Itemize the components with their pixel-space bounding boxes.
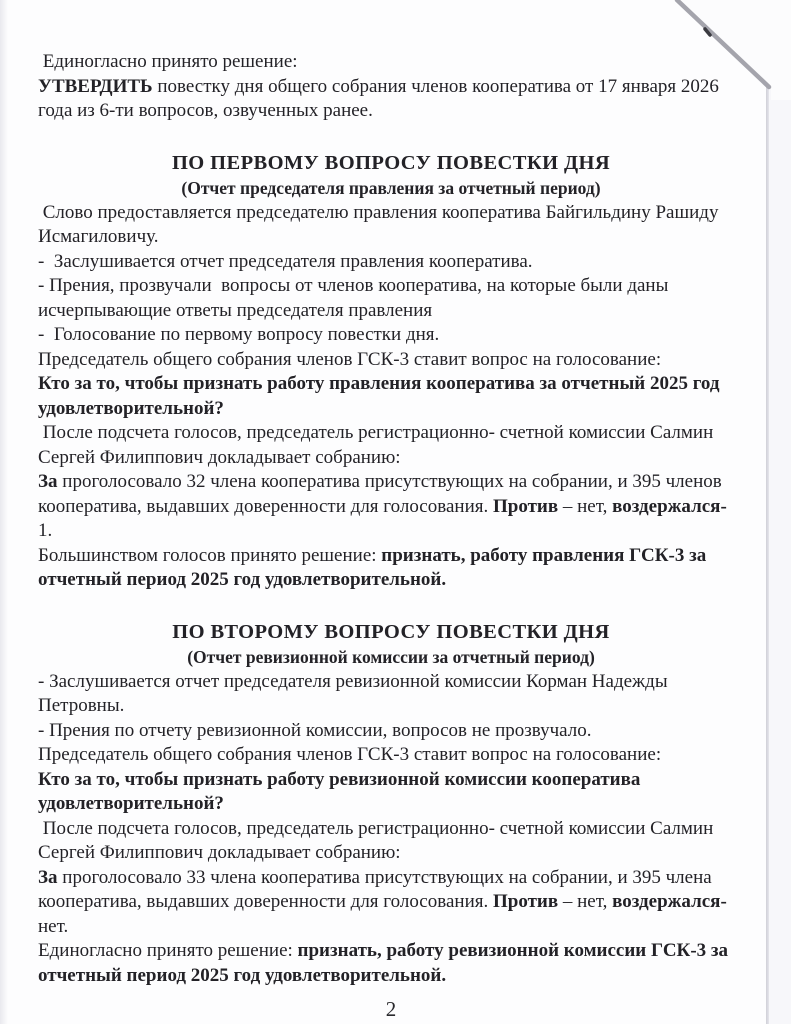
- bold-text-run: Кто за то, чтобы признать работу правления кооператива за отчетный 2025 год удовлетворительной?: [38, 373, 720, 419]
- paragraph: [38, 274, 744, 323]
- text-run: Председатель общего собрания членов ГСК-3 ставит вопрос на голосование:: [38, 348, 662, 370]
- text-run: – нет,: [558, 891, 613, 912]
- paragraph: [38, 323, 744, 348]
- bold-text-run: ПО ПЕРВОМУ ВОПРОСУ ПОВЕСТКИ ДНЯ: [171, 151, 611, 174]
- bold-text-run: признать, работу правления ГСК-3 за отчетный период 2025 год удовлетворительной.: [38, 544, 707, 590]
- paragraph: [38, 421, 744, 470]
- scan-edge-left: [0, 0, 8, 1024]
- paragraph: [38, 50, 744, 75]
- paragraph: [38, 544, 744, 593]
- paragraph: [38, 768, 744, 817]
- paragraph: [38, 719, 744, 744]
- bold-text-run: За: [38, 866, 58, 888]
- text-run: После подсчета голосов, председатель регистрационно- счетной комиссии Салмин Сергей Филиппович докладывает собранию:: [38, 817, 714, 863]
- bold-text-run: ПО ВТОРОМУ ВОПРОСУ ПОВЕСТКИ ДНЯ: [172, 620, 610, 643]
- bold-text-run: признать, работу ревизионной комиссии ГСК-3 за отчетный период 2025 год удовлетворительной.: [38, 940, 729, 986]
- paragraph: [38, 866, 744, 940]
- text-run: После подсчета голосов, председатель регистрационно- счетной комиссии Салмин Сергей Филиппович докладывает собранию:: [38, 422, 714, 468]
- text-run: – нет,: [558, 495, 613, 517]
- paragraph: [38, 75, 744, 124]
- text-run: - Прения, прозвучали вопросы от членов кооператива, на которые были даны исчерпывающие ответы председателя правления: [38, 275, 669, 321]
- scan-edge-right-background: [768, 86, 791, 1024]
- document-body: [38, 50, 744, 988]
- paragraph: [38, 670, 744, 719]
- bold-text-run: Кто за то, чтобы признать работу ревизионной комиссии кооператива удовлетворительной?: [38, 768, 641, 814]
- bold-text-run: воздержался-: [612, 891, 727, 912]
- text-run: Председатель общего собрания членов ГСК-3 ставит вопрос на голосование:: [38, 744, 662, 765]
- text-run: проголосовало 33 члена кооператива присутствующих на собрании, и 395 члена кооператива, выдавших доверенности для голосования.: [38, 866, 712, 912]
- text-run: 1.: [38, 520, 53, 541]
- text-run: Единогласно принято решение:: [38, 940, 298, 961]
- bold-text-run: (Отчет председателя правления за отчетный период): [181, 177, 601, 198]
- text-run: - Заслушивается отчет председателя ревизионной комиссии Корман Надежды Петровны.: [38, 670, 668, 716]
- text-run: Слово предоставляется председателю правления кооператива Байгильдину Рашиду Исмагиловичу.: [38, 201, 719, 247]
- paragraph: [38, 939, 744, 988]
- bold-text-run: Против: [492, 495, 559, 517]
- text-run: - Заслушивается отчет председателя правления кооператива.: [38, 250, 533, 272]
- page-number: 2: [385, 997, 397, 1021]
- bold-text-run: УТВЕРДИТЬ: [38, 75, 153, 97]
- paragraph: [38, 201, 744, 250]
- text-run: проголосовало 32 члена кооператива присутствующих на собрании, и 395 членов кооператива, выдавших доверенности для голосования.: [38, 471, 722, 517]
- text-run: нет.: [38, 915, 69, 937]
- page-right-edge-line: [766, 86, 769, 1024]
- bold-text-run: (Отчет ревизионной комиссии за отчетный период): [187, 646, 595, 667]
- text-run: - Прения по отчету ревизионной комиссии, вопросов не прозвучало.: [38, 719, 592, 741]
- paragraph: [38, 817, 744, 866]
- paragraph: [38, 470, 744, 544]
- text-run: повестку дня общего собрания членов кооператива от 17 января 2026 года из 6-ти вопросов, озвученных ранее.: [38, 75, 719, 121]
- bold-text-run: За: [38, 471, 58, 492]
- bold-text-run: воздержался-: [612, 495, 727, 517]
- subheading: [38, 645, 744, 670]
- text-run: Большинством голосов принято решение:: [38, 544, 382, 566]
- subheading: [38, 176, 744, 201]
- paragraph: [38, 348, 744, 373]
- text-run: - Голосование по первому вопросу повестки дня.: [38, 324, 440, 345]
- paragraph: [38, 743, 744, 768]
- heading: [38, 150, 744, 176]
- heading: [38, 619, 744, 645]
- paragraph: [38, 372, 744, 421]
- paragraph: [38, 250, 744, 275]
- text-run: Единогласно принято решение:: [38, 51, 298, 72]
- bold-text-run: Против: [492, 891, 559, 912]
